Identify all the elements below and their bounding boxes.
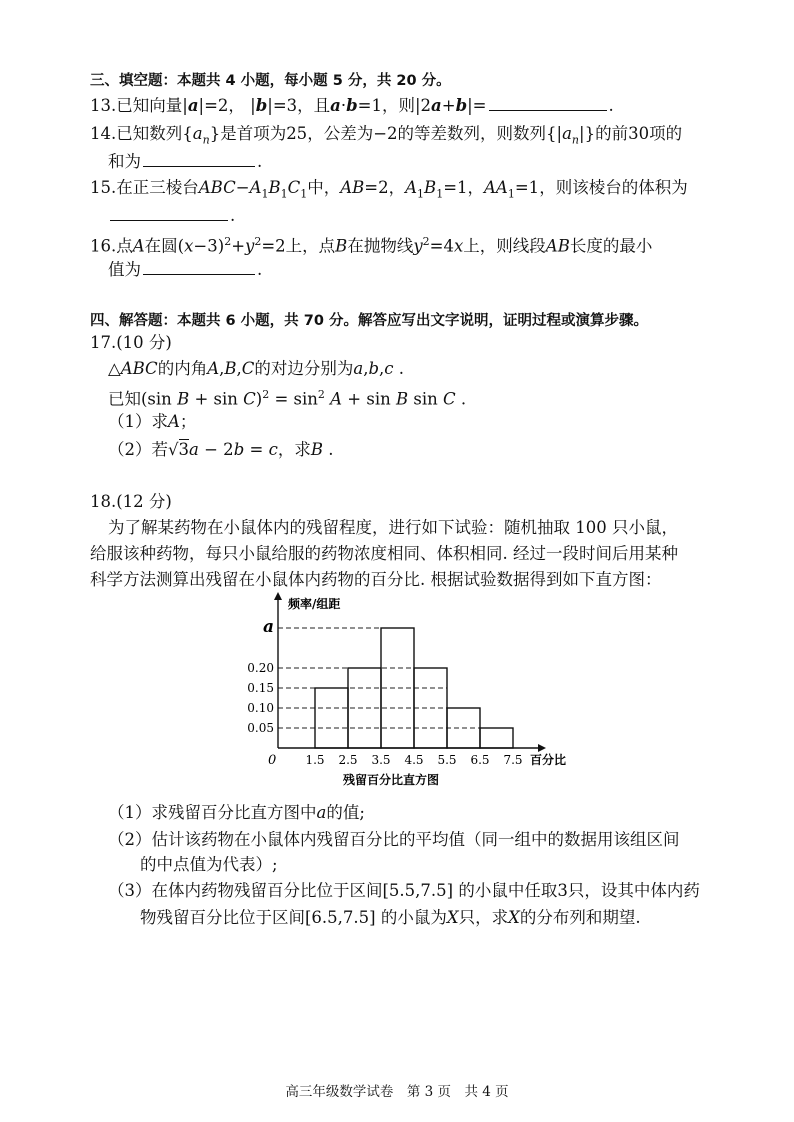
question-18-number: 18.(12 分) (90, 492, 172, 511)
histogram-bar (480, 728, 513, 748)
answer-blank-14[interactable] (143, 150, 255, 167)
question-18-intro-3: 科学方法测算出残留在小鼠体内药物的百分比. 根据试验数据得到如下直方图： (90, 570, 662, 589)
answer-blank-13[interactable] (489, 94, 607, 111)
histogram-y-tick-label: a (262, 617, 274, 637)
question-18-intro-2: 给服该种药物，每只小鼠给服的药物浓度相同、体积相同. 经过一段时间后用某种 (90, 544, 678, 563)
histogram-bar (315, 688, 348, 748)
histogram-bars (315, 628, 513, 748)
histogram-x-tick-label: 6.5 (470, 753, 490, 767)
histogram-y-tick-label: 0.10 (247, 701, 274, 715)
question-17-number: 17.(10 分) (90, 333, 172, 352)
section4-header: 四、解答题：本题共 6 小题，共 70 分。解答应写出文字说明，证明过程或演算步骤。 (90, 313, 648, 329)
question-18-part2: （2）估计该药物在小鼠体内残留百分比的平均值（同一组中的数据用该组区间 (108, 830, 680, 849)
histogram-x-tick-label: 7.5 (503, 753, 523, 767)
question-18-part3: （3）在体内药物残留百分比位于区间[5.5,7.5] 的小鼠中任取3只，设其中体内药 (108, 881, 700, 900)
histogram-y-tick-label: 0.15 (247, 681, 274, 695)
question-17-line1: △ABC的内角A,B,C的对边分别为a,b,c . (108, 359, 405, 378)
question-18-part3-cont: 物残留百分比位于区间[6.5,7.5] 的小鼠为X只，求X的分布列和期望. (140, 908, 641, 927)
histogram-gridlines (278, 628, 513, 728)
question-18-part2-cont: 的中点值为代表）; (140, 855, 278, 874)
question-13: 13.已知向量|a|=2， |b|=3，且a·b=1，则|2a+b|= . (90, 96, 614, 115)
histogram-title: 残留百分比直方图 (343, 773, 440, 787)
histogram-x-axis-arrow (538, 744, 546, 752)
question-17-line2: 已知(sin $B + \sin C)^2 = \sin^2 A + \sin B$ sin C . (108, 388, 467, 409)
question-14: 14.已知数列$\{a_n\}$是首项为25，公差为−2的等差数列，则数列$\{|a_n|\}$的前30项的 (90, 124, 683, 147)
histogram-y-label: 频率/组距 (288, 597, 341, 611)
question-18-part1: （1）求残留百分比直方图中a的值; (108, 803, 365, 822)
histogram-x-ticks (305, 753, 522, 767)
question-15-cont: . (108, 204, 235, 227)
histogram-x-tick-label: 5.5 (437, 753, 457, 767)
page-footer: 高三年级数学试卷 第 3 页 共 4 页 (285, 1084, 509, 1100)
histogram-origin-label: 0 (268, 753, 277, 768)
histogram-x-tick-label: 2.5 (338, 753, 358, 767)
question-16-cont: 值为 . (108, 260, 263, 279)
histogram-x-tick-label: 4.5 (404, 753, 424, 767)
question-18-intro-1: 为了解某药物在小鼠体内的残留程度，进行如下试验：随机抽取 100 只小鼠， (108, 518, 678, 537)
histogram-y-axis-arrow (274, 592, 282, 600)
question-17-part1: （1）求A； (108, 412, 197, 431)
question-15: 15.在正三棱台$ABC-A_1B_1C_1$中，AB=2，$A_1B_1=1$，$AA_1=1$，则该棱台的体积为 (90, 178, 688, 201)
histogram-x-tick-label: 1.5 (305, 753, 325, 767)
answer-blank-15[interactable] (110, 204, 228, 221)
section3-header: 三、填空题：本题共 4 小题，每小题 5 分，共 20 分。 (90, 73, 451, 89)
residual-histogram (240, 588, 620, 788)
question-14-cont: 和为 . (108, 152, 263, 171)
histogram-x-tick-label: 3.5 (371, 753, 391, 767)
answer-blank-16[interactable] (143, 258, 255, 275)
histogram-y-tick-label: 0.20 (247, 661, 274, 675)
histogram-x-label: 百分比 (530, 753, 567, 767)
question-16: 16.点A在圆$(x-3)^2+y^2=2$上，点B在抛物线$y^2=4x$上，则线段AB长度的最小 (90, 235, 653, 256)
histogram-y-tick-label: 0.05 (247, 721, 274, 735)
question-17-part2: （2）若√3a − 2b = c，求B . (108, 440, 334, 459)
histogram-y-ticks (247, 617, 274, 735)
